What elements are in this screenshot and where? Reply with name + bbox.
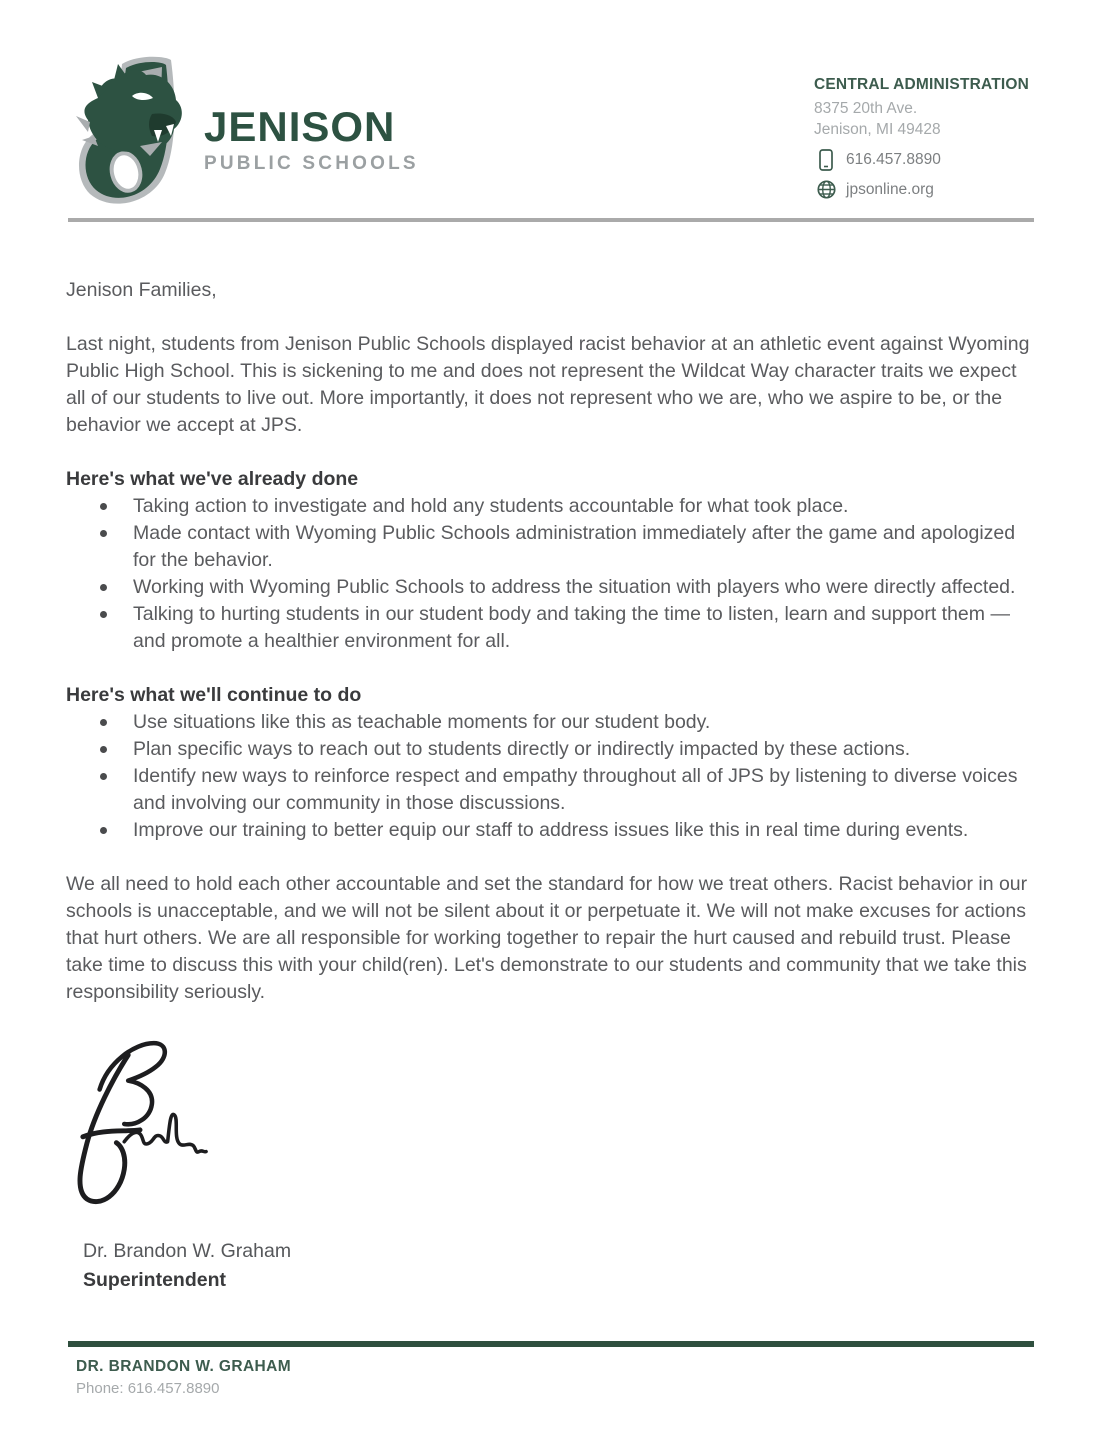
bullet-list-already-done (66, 493, 1038, 655)
bullet-list-continue-to-do (66, 709, 1038, 844)
address-line-2: Jenison, MI 49428 (814, 121, 941, 138)
section-heading-already-done: Here's what we've already done (66, 468, 359, 490)
list-item: Working with Wyoming Public Schools to address the situation with players who were directly affected. (66, 574, 1038, 601)
website-row (814, 180, 1054, 199)
list-item: Identify new ways to reinforce respect and empathy throughout all of JPS by listening to diverse voices and involving our community in those discussions. (66, 763, 1038, 817)
list-item: Talking to hurting students in our student body and taking the time to listen, learn and support them — and promote a healthier environment for all. (66, 601, 1038, 655)
jenison-wildcat-logo-icon (74, 56, 192, 206)
list-item: Taking action to investigate and hold any students accountable for what took place. (66, 493, 1038, 520)
signer-name: Dr. Brandon W. Graham (83, 1240, 292, 1262)
phone-row (814, 149, 1054, 171)
logo-wordmark-secondary: PUBLIC SCHOOLS (204, 153, 419, 174)
letterhead-logo-block (74, 56, 419, 206)
list-item: Plan specific ways to reach out to students directly or indirectly impacted by these actions. (66, 736, 1038, 763)
footer-contact-name: DR. BRANDON W. GRAHAM (76, 1358, 292, 1375)
footer-contact-phone: Phone: 616.457.8890 (76, 1380, 220, 1397)
mobile-phone-icon (814, 149, 838, 171)
globe-icon (814, 180, 838, 199)
header-divider (68, 218, 1034, 222)
handwritten-signature-image (73, 1035, 1038, 1211)
opening-paragraph: Last night, students from Jenison Public Schools displayed racist behavior at an athletic event against Wyoming Public High School. This is sickening to me and does not represent the Wildcat Way character traits we expect all of our students to live out. More importantly, it does not represent who we are, who we aspire to be, or the behavior we accept at JPS. (66, 333, 1030, 436)
section-heading-continue-to-do: Here's what we'll continue to do (66, 684, 362, 706)
signature-block (73, 1035, 1038, 1294)
office-name: CENTRAL ADMINISTRATION (814, 76, 1030, 93)
office-address (814, 98, 1054, 140)
list-item: Improve our training to better equip our staff to address issues like this in real time during events. (66, 817, 1038, 844)
letter-body (66, 277, 1038, 1294)
logo-wordmark-primary: JENISON (204, 103, 396, 150)
phone-number: 616.457.8890 (846, 151, 941, 168)
list-item: Use situations like this as teachable moments for our student body. (66, 709, 1038, 736)
footer (68, 1341, 1034, 1397)
list-item: Made contact with Wyoming Public Schools administration immediately after the game and apologized for the behavior. (66, 520, 1038, 574)
contact-block (814, 76, 1054, 199)
footer-divider-bar (68, 1341, 1034, 1347)
address-line-1: 8375 20th Ave. (814, 100, 918, 117)
closing-paragraph: We all need to hold each other accountable and set the standard for how we treat others. Racist behavior in our schools is unacceptable, and we will not be silent about it or perpetuate it. We will not make excuses for actions that hurt others. We are all responsible for working together to repair the hurt caused and rebuild trust. Please take time to discuss this with your child(ren). Let's demonstrate to our students and community that we take this responsibility seriously. (66, 873, 1028, 1003)
salutation: Jenison Families, (66, 279, 217, 301)
website-url: jpsonline.org (846, 180, 934, 198)
signer-title: Superintendent (83, 1269, 227, 1291)
logo-wordmark (204, 56, 419, 175)
